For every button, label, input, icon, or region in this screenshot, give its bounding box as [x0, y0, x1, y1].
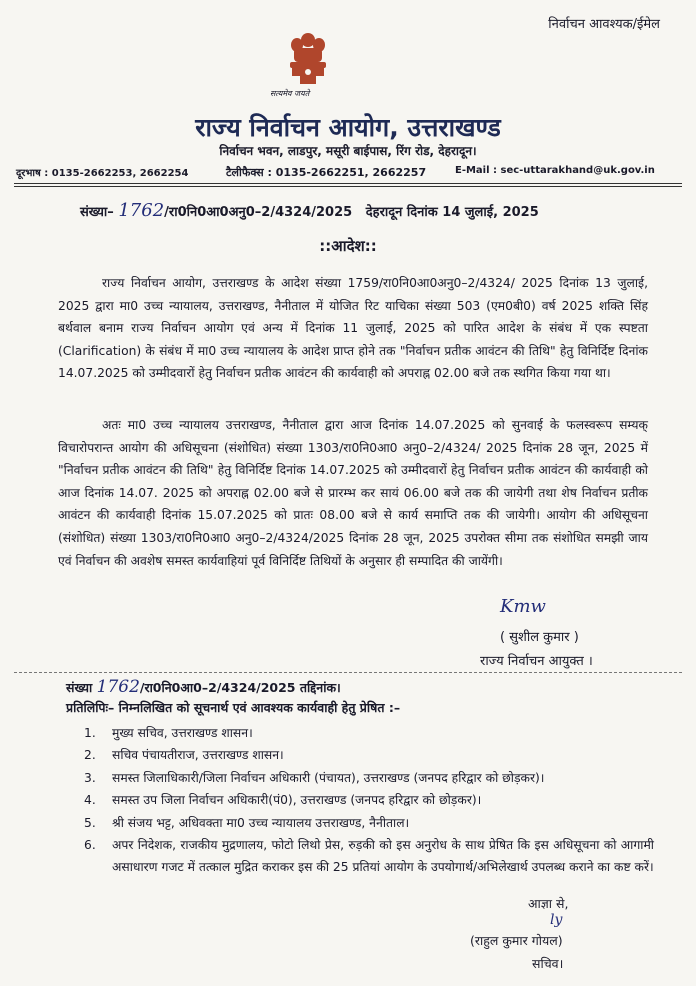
list-item — [84, 789, 654, 811]
copy-reference-code: /रा0नि0आ0–2/4324/2025 तद्दिनांक। — [139, 680, 341, 695]
handwritten-reference-number: 1762 — [118, 200, 165, 221]
signatory-name: ( सुशील कुमार ) — [500, 630, 579, 645]
state-emblem-icon — [282, 30, 334, 88]
list-item — [84, 812, 654, 834]
order-paragraph-1 — [58, 272, 648, 385]
list-text: समस्त उप जिला निर्वाचन अधिकारी(पं0), उत्तराखण्ड (जनपद हरिद्वार को छोड़कर)। — [112, 793, 482, 808]
secretary-title: सचिव। — [532, 956, 564, 971]
fax-number: टैलीफैक्स : 0135-2662251, 2662257 — [226, 166, 427, 179]
reference-code: /रा0नि0आ0अनु0–2/4324/2025 — [164, 205, 353, 220]
list-text: श्री संजय भट्ट, अधिवक्ता मा0 उच्च न्यायालय उत्तराखण्ड, नैनीताल। — [112, 815, 410, 830]
secretary-name: (राहुल कुमार गोयल) — [470, 933, 563, 948]
paragraph-text: राज्य निर्वाचन आयोग, उत्तराखण्ड के आदेश संख्या 1759/रा0नि0आ0अनु0–2/4324/ 2025 दिनांक 13 जुलाई, 2025 द्वारा मा0 उच्च न्यायालय, उत्तराखण्ड, नैनीताल में योजित रिट याचिका संख्या 503 (एम0बी0) वर्ष 2025 शक्ति सिंह बर्थवाल बनाम राज्य निर्वाचन आयोग एवं अन्य में दिनांक 11 जुलाई, 2025 को पारित आदेश के संबंध में एक स्पष्टता (Clarification) के संबंध में मा0 उच्च न्यायालय के आदेश प्राप्त होने तक "निर्वाचन प्रतीक आवंटन की तिथि" हेतु विनिर्दिष्ट दिनांक 14.07.2025 को उम्मीदवारों हेतु निर्वाचन प्रतीक आवंटन की कार्यवाही को अपराह्न 02.00 बजे तक स्थगित किया गया था। — [58, 276, 648, 381]
copy-reference-prefix: संख्या — [66, 680, 93, 695]
list-number: 6. — [84, 838, 96, 853]
copy-list — [84, 722, 654, 879]
place-date: देहरादून दिनांक 14 जुलाई, 2025 — [365, 205, 539, 220]
header-divider-secondary — [14, 186, 682, 187]
organization-address: निर्वाचन भवन, लाडपुर, मसूरी बाईपास, रिंग रोड, देहरादून। — [219, 144, 477, 158]
copy-to-heading: प्रतिलिपिः– निम्नलिखित को सूचनार्थ एवं आवश्यक कार्यवाही हेतु प्रेषित :– — [66, 700, 401, 715]
top-right-label: निर्वाचन आवश्यक/ईमेल — [548, 17, 660, 32]
list-number: 3. — [84, 770, 96, 785]
phone-number: दूरभाष : 0135-2662253, 2662254 — [16, 168, 189, 179]
section-divider — [14, 672, 682, 673]
list-number: 2. — [84, 748, 96, 763]
list-item — [84, 744, 654, 766]
emblem-motto: सत्यमेव जयते — [270, 89, 310, 98]
email-address: E-Mail : sec-uttarakhand@uk.gov.in — [455, 165, 655, 176]
list-number: 1. — [84, 726, 96, 740]
list-text: सचिव पंचायतीराज, उत्तराखण्ड शासन। — [112, 748, 284, 763]
header-divider — [14, 183, 682, 184]
order-heading: ::आदेश:: — [319, 237, 377, 255]
list-text: मुख्य सचिव, उत्तराखण्ड शासन। — [112, 726, 253, 740]
order-paragraph-2 — [58, 414, 648, 572]
copy-reference-line — [66, 677, 341, 697]
handwritten-copy-number: 1762 — [96, 677, 140, 697]
commissioner-signature: Kmw — [500, 596, 546, 617]
list-item — [84, 722, 654, 744]
list-number: 4. — [84, 793, 96, 808]
reference-line — [80, 200, 539, 221]
list-number: 5. — [84, 815, 96, 830]
list-item — [84, 767, 654, 789]
reference-prefix: संख्या– — [80, 205, 114, 220]
secretary-signature: ly — [550, 912, 563, 928]
list-text: अपर निदेशक, राजकीय मुद्रणालय, फोटो लिथो प्रेस, रुड़की को इस अनुरोध के साथ प्रेषित कि इस अधिसूचना को आगामी असाधारण गजट में तत्काल मुद्रित कराकर इस की 25 प्रतियां आयोग के उपयोगार्थ/अभिलेखार्थ उपलब्ध कराने का कष्ट करें। — [112, 838, 654, 875]
by-order-text: आज्ञा से, — [528, 896, 569, 911]
organization-name: राज्य निर्वाचन आयोग, उत्तराखण्ड — [195, 113, 501, 142]
signatory-title: राज्य निर्वाचन आयुक्त । — [480, 654, 593, 669]
list-item — [84, 834, 654, 879]
list-text: समस्त जिलाधिकारी/जिला निर्वाचन अधिकारी (पंचायत), उत्तराखण्ड (जनपद हरिद्वार को छोड़कर)। — [112, 770, 545, 785]
paragraph-text: अतः मा0 उच्च न्यायालय उत्तराखण्ड, नैनीताल द्वारा आज दिनांक 14.07.2025 को सुनवाई के फलस्वरूप सम्यक् विचारोपरान्त आयोग की अधिसूचना (संशोधित) संख्या 1303/रा0नि0आ0 अनु0–2/4324/ 2025 दिनांक 28 जून, 2025 में "निर्वाचन प्रतीक आवंटन की तिथि" हेतु विनिर्दिष्ट दिनांक 14.07.2025 को उम्मीदवारों हेतु निर्वाचन प्रतीक आवंटन की कार्यवाही को आज दिनांक 14.07. 2025 को अपराह्न 02.00 बजे से प्रारम्भ कर सायं 06.00 बजे तक की जायेगी तथा शेष निर्वाचन प्रतीक आवंटन की कार्यवाही दिनांक 15.07.2025 को प्रातः 08.00 बजे से कार्य समाप्ति तक की जायेगी। आयोग की अधिसूचना (संशोधित) संख्या 1303/रा0नि0आ0 अनु0–2/4324/2025 दिनांक 28 जून, 2025 उपरोक्त सीमा तक संशोधित समझी जाय एवं निर्वाचन की अवशेष समस्त कार्यवाहियां पूर्व विनिर्दिष्ट तिथियों के अनुसार ही सम्पादित की जायेंगी। — [58, 418, 648, 568]
